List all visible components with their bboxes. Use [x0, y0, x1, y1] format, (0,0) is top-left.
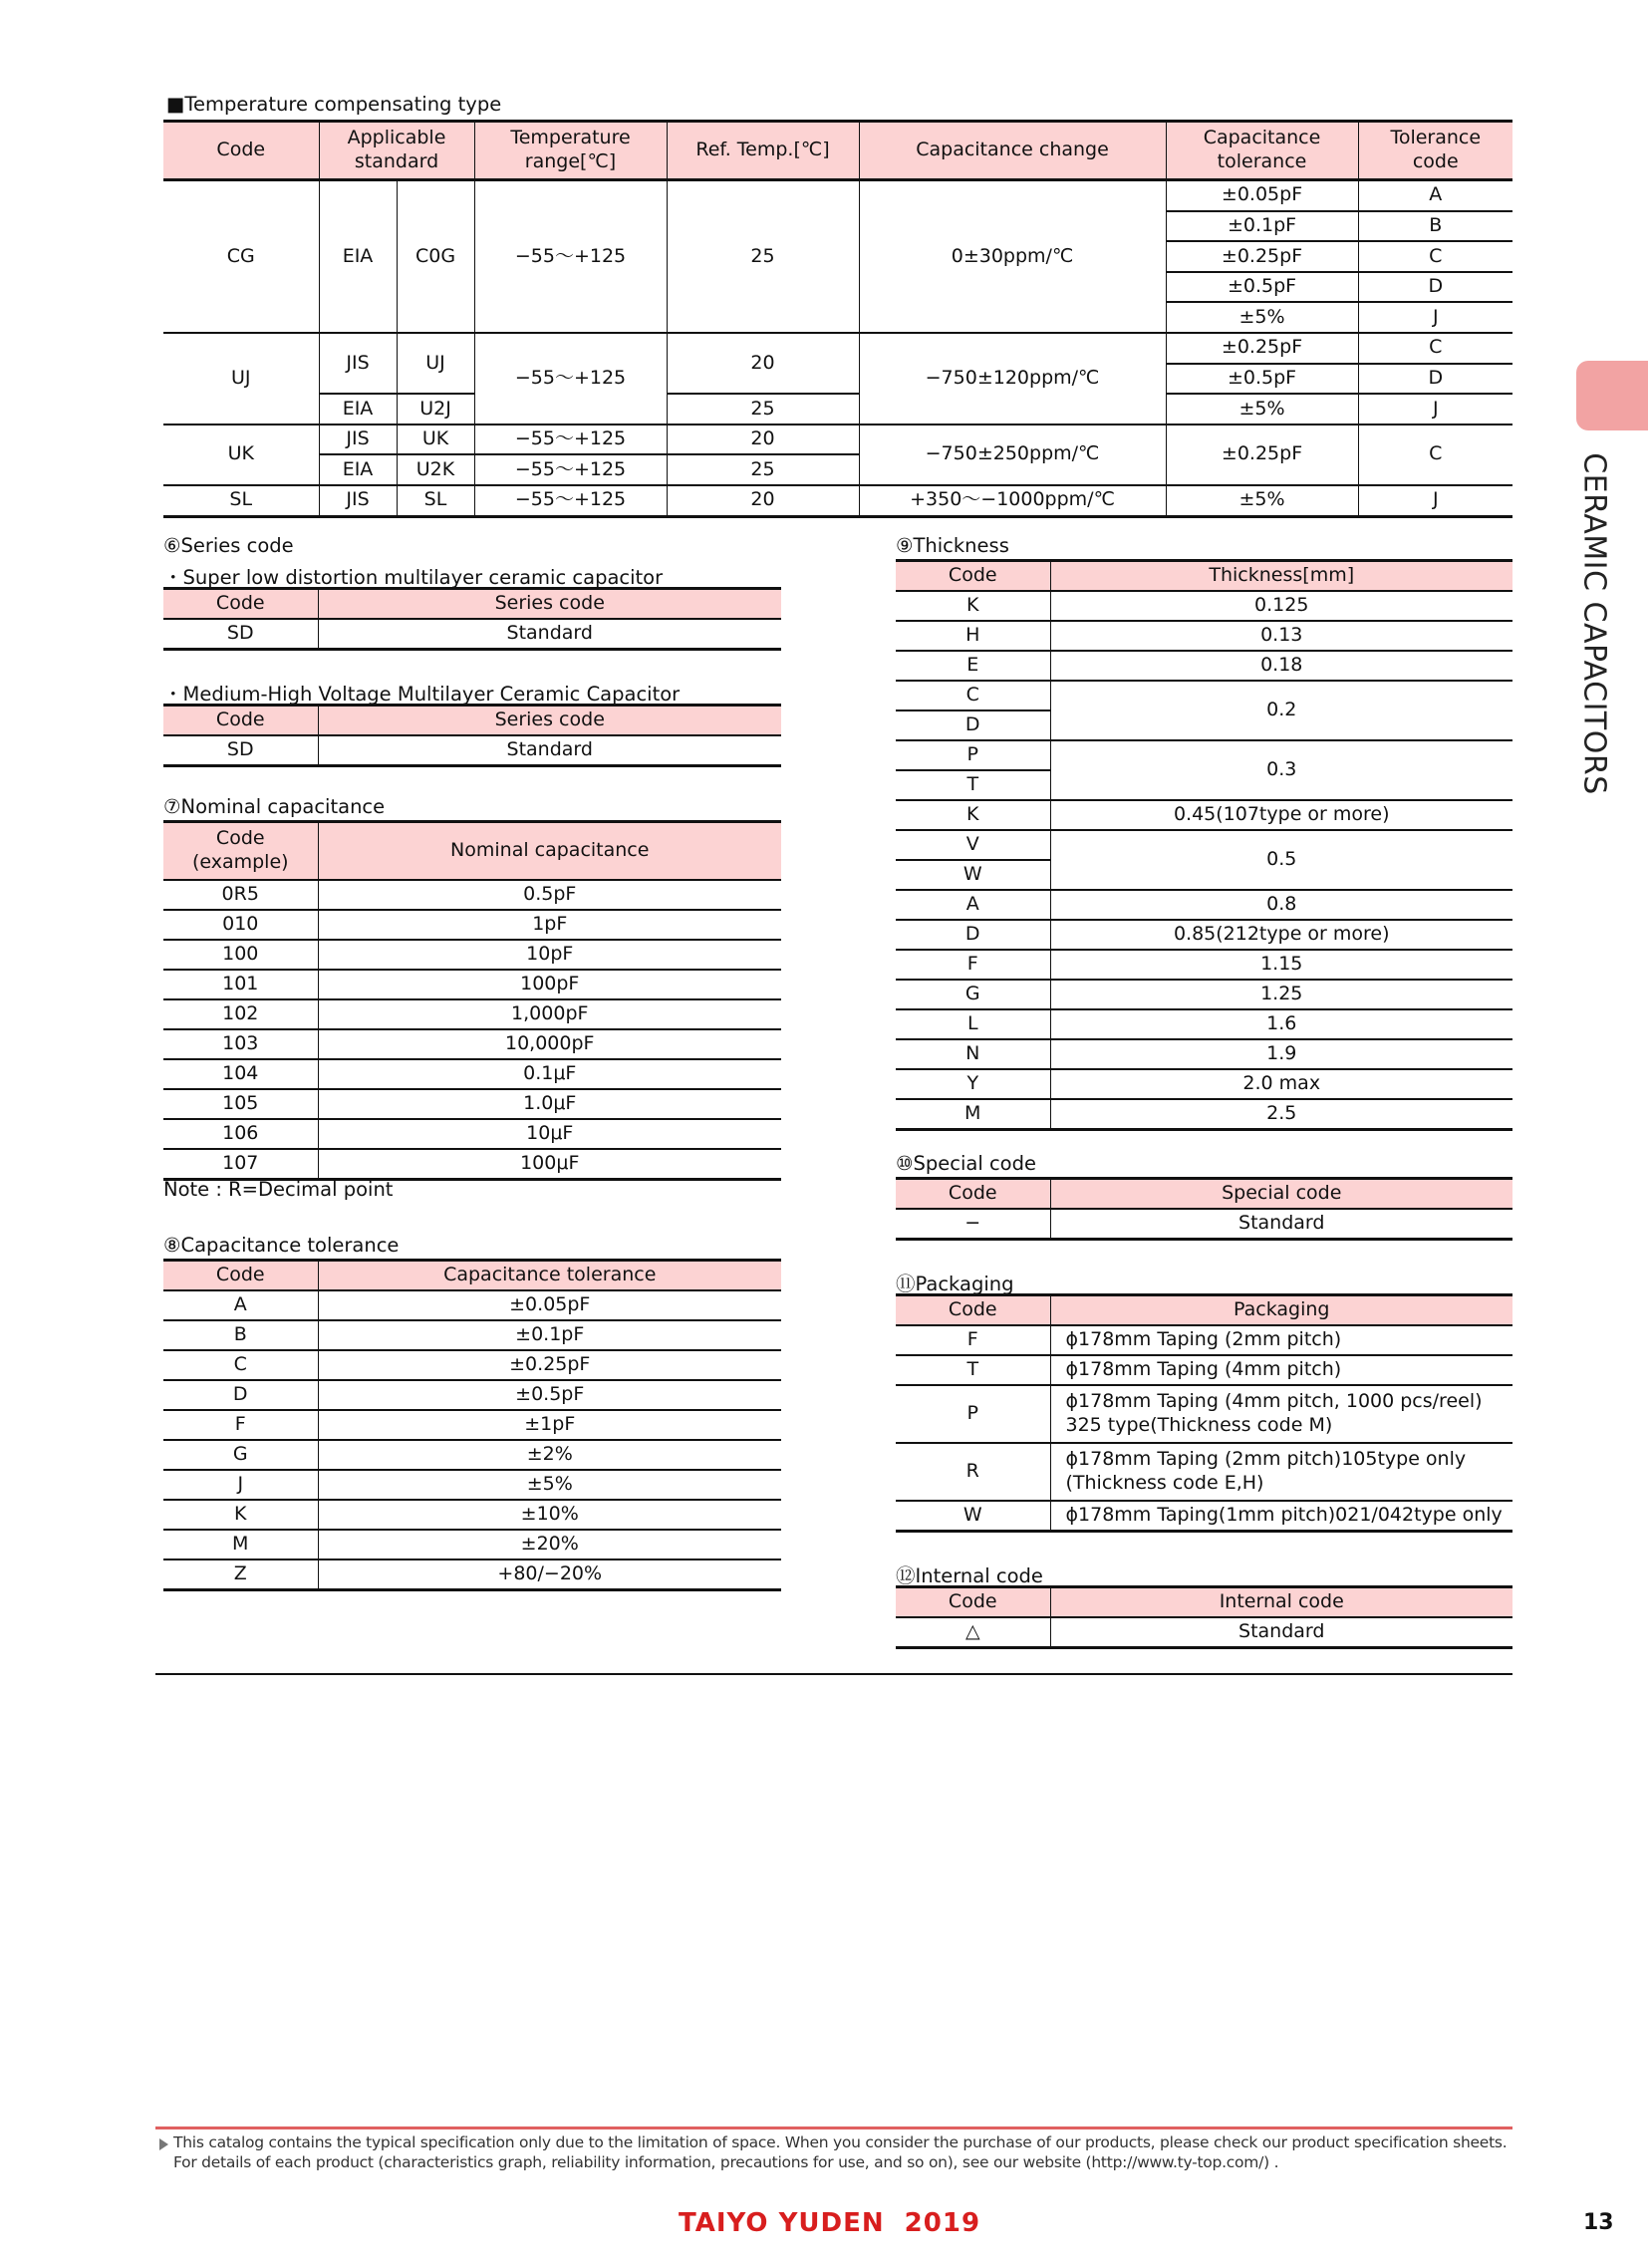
- cell-value: 10μF: [318, 1119, 781, 1149]
- cell-value: ±0.5pF: [318, 1380, 781, 1410]
- cell-standard: JIS: [319, 333, 397, 394]
- cell-code: K: [163, 1500, 318, 1530]
- table-row: [896, 1069, 1512, 1099]
- table-row: [163, 1119, 781, 1149]
- cell-tolerance: ±0.25pF: [1166, 333, 1358, 364]
- cell-thickness: 2.0 max: [1050, 1069, 1512, 1099]
- cell-code: SD: [163, 619, 318, 650]
- cell-thickness: 0.85(212type or more): [1050, 920, 1512, 950]
- cell-packaging: ϕ178mm Taping (2mm pitch): [1050, 1325, 1512, 1355]
- cell-code: B: [163, 1320, 318, 1350]
- table-row: [896, 1209, 1512, 1240]
- table-row: [163, 619, 781, 650]
- cell-code: P: [896, 1385, 1050, 1443]
- cell-code: D: [896, 920, 1050, 950]
- table-header-row: [163, 589, 781, 620]
- brand-year: 2019: [904, 2208, 981, 2238]
- section-divider: [155, 1673, 1512, 1675]
- cell-tolerance: ±0.5pF: [1166, 364, 1358, 395]
- cell-range: −55～+125: [474, 425, 667, 455]
- table-row: [163, 1470, 781, 1500]
- table-row: [896, 1039, 1512, 1069]
- cell-code: D: [163, 1380, 318, 1410]
- cell-standard: EIA: [319, 394, 397, 425]
- cell-thickness: 1.15: [1050, 950, 1512, 980]
- table-row: [163, 880, 781, 910]
- header-code: Code: [896, 561, 1050, 592]
- cell-value: ±5%: [318, 1470, 781, 1500]
- cell-tolerance: ±0.25pF: [1166, 425, 1358, 485]
- header-series-code: Series code: [318, 706, 781, 736]
- table-row: [163, 1440, 781, 1470]
- header-thickness: Thickness[mm]: [1050, 561, 1512, 592]
- cell-code: G: [163, 1440, 318, 1470]
- cell-code: Z: [163, 1559, 318, 1590]
- series-table-1: [163, 587, 781, 651]
- cell-code: 010: [163, 910, 318, 940]
- cell-change: 0±30ppm/℃: [859, 180, 1166, 333]
- cell-code: C: [163, 1350, 318, 1380]
- cell-ref-temp: 20: [667, 333, 859, 394]
- cell-packaging: ϕ178mm Taping (4mm pitch, 1000 pcs/reel) 325 type(Thickness code M): [1050, 1385, 1512, 1443]
- cell-code: A: [896, 890, 1050, 920]
- cell-code: SL: [163, 485, 319, 516]
- table-row: [896, 681, 1512, 710]
- cell-code: 101: [163, 970, 318, 999]
- table-row: [163, 1559, 781, 1590]
- cell-value: ±0.1pF: [318, 1320, 781, 1350]
- packaging-table: [896, 1293, 1512, 1533]
- cell-value: +80/−20%: [318, 1559, 781, 1590]
- cell-series: Standard: [318, 619, 781, 650]
- cell-value: 100pF: [318, 970, 781, 999]
- table-row: [163, 1320, 781, 1350]
- series-subtitle-1: ・Super low distortion multilayer ceramic capacitor: [163, 566, 664, 589]
- table-row: [896, 1355, 1512, 1385]
- table-row: [896, 950, 1512, 980]
- table-row: [896, 830, 1512, 860]
- table-header-row: [163, 122, 1512, 180]
- nominal-capacitance-table: [163, 820, 781, 1181]
- cell-code: 104: [163, 1059, 318, 1089]
- table-row: [163, 1089, 781, 1119]
- cell-code: UJ: [163, 333, 319, 425]
- table-row: [896, 1009, 1512, 1039]
- header-temperature-range: Temperature range[℃]: [474, 122, 667, 180]
- header-series-code: Series code: [318, 589, 781, 620]
- cell-code: L: [896, 1009, 1050, 1039]
- cell-ref-temp: 25: [667, 394, 859, 425]
- table-row: [896, 740, 1512, 770]
- table-row: [163, 180, 1512, 211]
- cell-tolerance: ±5%: [1166, 485, 1358, 516]
- header-code: Code: [896, 1295, 1050, 1326]
- table-row: [163, 735, 781, 766]
- special-section-title: ⑩Special code: [896, 1152, 1036, 1175]
- cell-code: F: [163, 1410, 318, 1440]
- cell-code: W: [896, 1501, 1050, 1532]
- cell-tolerance-code: C: [1358, 425, 1512, 485]
- header-tolerance-code: Tolerance code: [1358, 122, 1512, 180]
- cell-thickness: 0.2: [1050, 681, 1512, 740]
- table-header-row: [163, 1261, 781, 1291]
- cell-code: 107: [163, 1149, 318, 1180]
- table-row: [163, 333, 1512, 364]
- header-capacitance-tolerance: Capacitance tolerance: [318, 1261, 781, 1291]
- cell-code: 100: [163, 940, 318, 970]
- cell-tolerance-code: J: [1358, 302, 1512, 333]
- table-row: [896, 1617, 1512, 1648]
- cell-thickness: 1.25: [1050, 980, 1512, 1009]
- cell-value: ±10%: [318, 1500, 781, 1530]
- cell-value: ±0.25pF: [318, 1350, 781, 1380]
- nominal-section-title: ⑦Nominal capacitance: [163, 795, 386, 818]
- cell-code: UK: [163, 425, 319, 485]
- cell-code: T: [896, 770, 1050, 800]
- cell-tolerance: ±5%: [1166, 302, 1358, 333]
- cell-tolerance-code: C: [1358, 333, 1512, 364]
- cell-code: SD: [163, 735, 318, 766]
- cell-standard: JIS: [319, 425, 397, 455]
- table-header-row: [896, 1179, 1512, 1210]
- header-capacitance-tolerance: Capacitance tolerance: [1166, 122, 1358, 180]
- cell-code: 103: [163, 1029, 318, 1059]
- cell-code: Y: [896, 1069, 1050, 1099]
- cell-standard-code: U2K: [397, 454, 474, 485]
- cell-change: +350～−1000ppm/℃: [859, 485, 1166, 516]
- cell-code: R: [896, 1443, 1050, 1501]
- cell-code: W: [896, 860, 1050, 890]
- temp-section-title: ■Temperature compensating type: [166, 93, 502, 116]
- cell-value: 1pF: [318, 910, 781, 940]
- cell-code: 105: [163, 1089, 318, 1119]
- special-code-table: [896, 1177, 1512, 1241]
- cell-thickness: 1.6: [1050, 1009, 1512, 1039]
- cell-code: H: [896, 621, 1050, 651]
- header-special-code: Special code: [1050, 1179, 1512, 1210]
- cell-tolerance: ±0.5pF: [1166, 272, 1358, 303]
- table-row: [163, 1500, 781, 1530]
- series-table-2: [163, 704, 781, 767]
- page-number: 13: [1583, 2210, 1614, 2235]
- cell-code: M: [163, 1530, 318, 1559]
- cell-ref-temp: 25: [667, 180, 859, 333]
- cell-value: ±0.05pF: [318, 1290, 781, 1320]
- temperature-compensating-table: [163, 120, 1512, 518]
- table-row: [896, 1443, 1512, 1501]
- table-row: [896, 890, 1512, 920]
- cell-code: D: [896, 710, 1050, 740]
- cell-ref-temp: 25: [667, 454, 859, 485]
- cell-ref-temp: 20: [667, 425, 859, 455]
- cell-code: −: [896, 1209, 1050, 1240]
- header-code: Code: [163, 1261, 318, 1291]
- cell-code: 0R5: [163, 880, 318, 910]
- cell-thickness: 0.3: [1050, 740, 1512, 800]
- cell-tolerance-code: C: [1358, 241, 1512, 272]
- table-row: [896, 621, 1512, 651]
- cell-standard: EIA: [319, 454, 397, 485]
- cell-tolerance: ±0.25pF: [1166, 241, 1358, 272]
- table-row: [163, 394, 1512, 425]
- cell-thickness: 0.125: [1050, 591, 1512, 621]
- cell-code: F: [896, 1325, 1050, 1355]
- packaging-section-title: ⑪Packaging: [896, 1273, 1014, 1295]
- cell-value: ±20%: [318, 1530, 781, 1559]
- cell-code: V: [896, 830, 1050, 860]
- brand-name: TAIYO YUDEN: [679, 2208, 885, 2238]
- cell-code: T: [896, 1355, 1050, 1385]
- table-header-row: [896, 1295, 1512, 1326]
- table-row: [163, 1350, 781, 1380]
- cell-value: ±1pF: [318, 1410, 781, 1440]
- cell-code: CG: [163, 180, 319, 333]
- footer-disclaimer-line-1: This catalog contains the typical specification only due to the limitation of space. When you consider the purchase of our products, please check our product specification sheets.: [173, 2133, 1508, 2151]
- table-row: [896, 1099, 1512, 1130]
- table-row: [896, 920, 1512, 950]
- cell-code: N: [896, 1039, 1050, 1069]
- captol-section-title: ⑧Capacitance tolerance: [163, 1234, 400, 1257]
- cell-thickness: 0.18: [1050, 651, 1512, 681]
- cell-packaging: ϕ178mm Taping(1mm pitch)021/042type only: [1050, 1501, 1512, 1532]
- header-code: Code: [163, 122, 319, 180]
- table-row: [163, 425, 1512, 455]
- cell-standard: EIA: [319, 180, 397, 333]
- cell-value: 10,000pF: [318, 1029, 781, 1059]
- table-row: [163, 1530, 781, 1559]
- header-packaging: Packaging: [1050, 1295, 1512, 1326]
- internal-code-table: [896, 1585, 1512, 1649]
- cell-change: −750±250ppm/℃: [859, 425, 1166, 485]
- header-internal-code: Internal code: [1050, 1587, 1512, 1618]
- header-code-example: Code (example): [163, 822, 318, 881]
- cell-code: C: [896, 681, 1050, 710]
- cell-thickness: 0.8: [1050, 890, 1512, 920]
- header-nominal-capacitance: Nominal capacitance: [318, 822, 781, 881]
- table-header-row: [163, 822, 781, 881]
- table-row: [163, 970, 781, 999]
- cell-range: −55～+125: [474, 333, 667, 425]
- table-row: [163, 485, 1512, 516]
- cell-standard-code: SL: [397, 485, 474, 516]
- cell-code: △: [896, 1617, 1050, 1648]
- side-chapter-title-text: CERAMIC CAPACITORS: [1576, 452, 1612, 795]
- cell-change: −750±120ppm/℃: [859, 333, 1166, 425]
- cell-tolerance-code: J: [1358, 485, 1512, 516]
- cell-code: 106: [163, 1119, 318, 1149]
- table-row: [163, 1059, 781, 1089]
- cell-code: G: [896, 980, 1050, 1009]
- table-row: [163, 1290, 781, 1320]
- series-subtitle-2: ・Medium-High Voltage Multilayer Ceramic Capacitor: [163, 683, 681, 706]
- table-row: [163, 1149, 781, 1180]
- table-header-row: [896, 561, 1512, 592]
- cell-range: −55～+125: [474, 485, 667, 516]
- cell-standard-code: C0G: [397, 180, 474, 333]
- table-row: [163, 1380, 781, 1410]
- series-section-title: ⑥Series code: [163, 534, 294, 557]
- cell-code: P: [896, 740, 1050, 770]
- cell-range: −55～+125: [474, 454, 667, 485]
- cell-ref-temp: 20: [667, 485, 859, 516]
- cell-thickness: 0.45(107type or more): [1050, 800, 1512, 830]
- footer-rule: [155, 2126, 1512, 2129]
- cell-tolerance-code: D: [1358, 364, 1512, 395]
- cell-standard-code: UJ: [397, 333, 474, 394]
- side-chapter-title: [1574, 454, 1614, 793]
- table-row: [896, 1325, 1512, 1355]
- table-row: [163, 910, 781, 940]
- cell-code: M: [896, 1099, 1050, 1130]
- cell-value: 0.1μF: [318, 1059, 781, 1089]
- chapter-tab: [1576, 361, 1648, 430]
- cell-tolerance: ±0.1pF: [1166, 211, 1358, 242]
- cell-value: 1.0μF: [318, 1089, 781, 1119]
- cell-value: 100μF: [318, 1149, 781, 1180]
- footer-disclaimer-line-2: For details of each product (characteristics graph, reliability information, precautions for use, and so on), see our website (http://www.ty-top.com/) .: [173, 2153, 1279, 2171]
- header-code: Code: [896, 1587, 1050, 1618]
- header-code: Code: [163, 589, 318, 620]
- cell-standard: JIS: [319, 485, 397, 516]
- cell-standard-code: U2J: [397, 394, 474, 425]
- table-row: [163, 999, 781, 1029]
- thickness-section-title: ⑨Thickness: [896, 534, 1009, 557]
- cell-value: ±2%: [318, 1440, 781, 1470]
- cell-value: 1,000pF: [318, 999, 781, 1029]
- cell-thickness: 2.5: [1050, 1099, 1512, 1130]
- cell-thickness: 1.9: [1050, 1039, 1512, 1069]
- cell-packaging: ϕ178mm Taping (2mm pitch)105type only (Thickness code E,H): [1050, 1443, 1512, 1501]
- internal-section-title: ⑫Internal code: [896, 1564, 1043, 1587]
- table-row: [896, 591, 1512, 621]
- table-row: [163, 1029, 781, 1059]
- cell-tolerance-code: B: [1358, 211, 1512, 242]
- cell-value: 10pF: [318, 940, 781, 970]
- nominal-note: Note : R=Decimal point: [163, 1178, 394, 1201]
- header-code: Code: [163, 706, 318, 736]
- cell-code: J: [163, 1470, 318, 1500]
- header-ref-temp: Ref. Temp.[℃]: [667, 122, 859, 180]
- footer-brand: [679, 2208, 980, 2238]
- footer-arrow-icon: [159, 2138, 168, 2150]
- cell-special: Standard: [1050, 1209, 1512, 1240]
- table-header-row: [896, 1587, 1512, 1618]
- header-code: Code: [896, 1179, 1050, 1210]
- cell-code: E: [896, 651, 1050, 681]
- table-header-row: [163, 706, 781, 736]
- cell-tolerance-code: A: [1358, 180, 1512, 211]
- cell-tolerance-code: D: [1358, 272, 1512, 303]
- cell-code: K: [896, 800, 1050, 830]
- table-row: [163, 940, 781, 970]
- table-row: [896, 980, 1512, 1009]
- cell-tolerance: ±5%: [1166, 394, 1358, 425]
- cell-code: 102: [163, 999, 318, 1029]
- header-applicable-standard: Applicable standard: [319, 122, 474, 180]
- cell-tolerance-code: J: [1358, 394, 1512, 425]
- table-row: [896, 1501, 1512, 1532]
- capacitance-tolerance-table: [163, 1259, 781, 1591]
- table-row: [896, 800, 1512, 830]
- cell-tolerance: ±0.05pF: [1166, 180, 1358, 211]
- cell-packaging: ϕ178mm Taping (4mm pitch): [1050, 1355, 1512, 1385]
- cell-thickness: 0.13: [1050, 621, 1512, 651]
- header-capacitance-change: Capacitance change: [859, 122, 1166, 180]
- cell-code: A: [163, 1290, 318, 1320]
- cell-code: K: [896, 591, 1050, 621]
- thickness-table: [896, 559, 1512, 1131]
- table-row: [896, 1385, 1512, 1443]
- cell-internal: Standard: [1050, 1617, 1512, 1648]
- table-row: [163, 1410, 781, 1440]
- cell-value: 0.5pF: [318, 880, 781, 910]
- cell-standard-code: UK: [397, 425, 474, 455]
- cell-thickness: 0.5: [1050, 830, 1512, 890]
- table-row: [896, 651, 1512, 681]
- cell-range: −55～+125: [474, 180, 667, 333]
- cell-code: F: [896, 950, 1050, 980]
- cell-series: Standard: [318, 735, 781, 766]
